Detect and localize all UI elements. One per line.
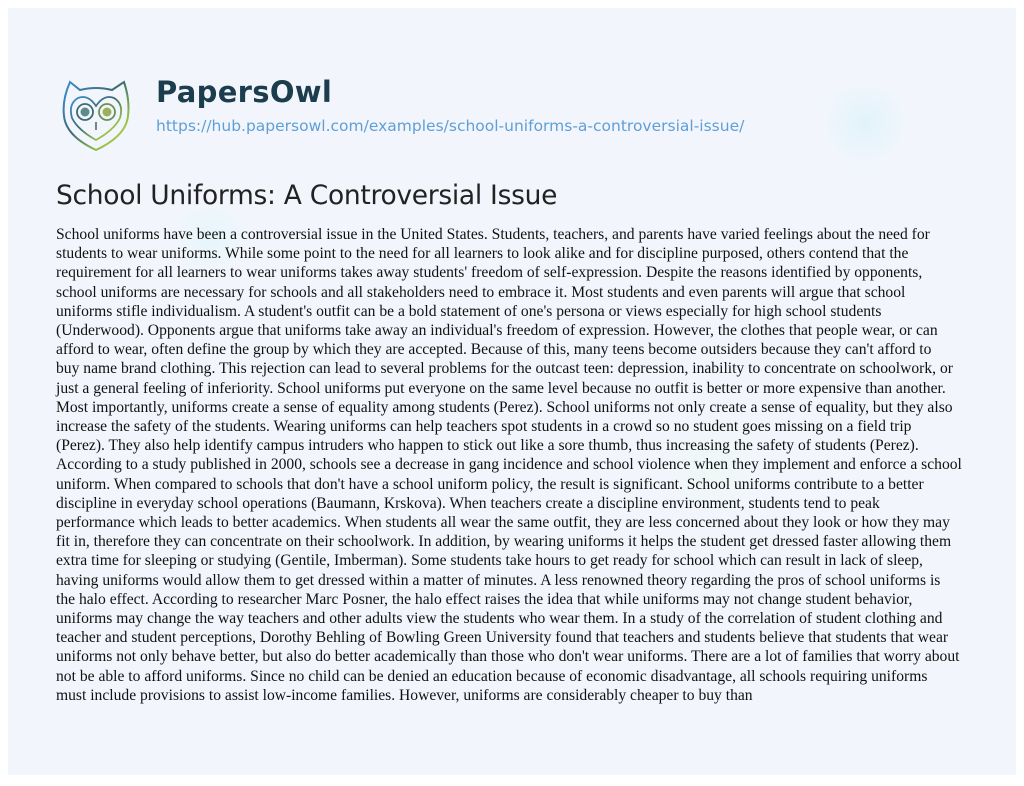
body-line: (Underwood). Opponents argue that uniforms take away an individual's freedom of expression. However, the clothes that people wear, or can <box>56 322 938 340</box>
body-line: students to wear uniforms. While some point to the need for all learners to look alike and for discipline purposed, others contend that the <box>56 245 909 263</box>
body-line: School uniforms have been a controversial issue in the United States. Students, teachers, and parents have varied feelings about the need for <box>56 226 930 243</box>
brand-block <box>156 70 744 136</box>
body-line: teacher and student perceptions, Dorothy Behling of Bowling Green University found that teachers and students believe that students that wear <box>56 629 949 647</box>
body-line: (Perez). They also help identify campus intruders who happen to stick out like a sore thumb, thus increasing the safety of students (Perez). <box>56 437 919 455</box>
body-line: school uniforms are necessary for schools and all stakeholders need to embrace it. Most students and even parents will argue that school <box>56 283 906 301</box>
site-header <box>58 70 744 160</box>
body-line: uniforms stifle individualism. A student's outfit can be a bold statement of one's persona or views especially for high school students <box>56 302 882 320</box>
body-line: increase the safety of the students. Wearing uniforms can help teachers spot students in a crowd so no student goes missing on a field trip <box>56 418 912 436</box>
source-url-link[interactable]: https://hub.papersowl.com/examples/school-uniforms-a-controversial-issue/ <box>156 117 745 135</box>
owl-logo-icon[interactable] <box>58 70 134 154</box>
body-line: uniforms not only behave better, but also do better academically than those who don't wear uniforms. There are a lot of families that worry about <box>56 648 960 666</box>
body-line: extra time for sleeping or studying (Gentile, Imberman). Some students take hours to get ready for school which can result in lack of sleep, <box>56 552 923 570</box>
page-title: School Uniforms: A Controversial Issue <box>56 180 558 211</box>
body-line: afford to wear, often define the group by which they are accepted. Because of this, many teens become outsiders because they can't afford to <box>56 341 932 359</box>
body-line: uniforms may change the way teachers and other adults view the students who wear them. In a study of the correlation of student clothing and <box>56 610 943 628</box>
body-line: buy name brand clothing. This rejection can lead to several problems for the outcast teen: depression, inability to concentrate on schoolwork, or <box>56 360 953 378</box>
body-line: Most importantly, uniforms create a sense of equality among students (Perez). School uniforms not only create a sense of equality, but they also <box>56 398 953 416</box>
body-line: not be able to afford uniforms. Since no child can be denied an education because of economic disadvantage, all schools requiring uniforms <box>56 667 928 685</box>
essay-body <box>56 225 996 705</box>
body-line: the halo effect. According to researcher Marc Posner, the halo effect raises the idea that while uniforms may not change student behavior, <box>56 590 913 608</box>
body-line: must include provisions to assist low-income families. However, uniforms are considerably cheaper to buy than <box>56 686 753 704</box>
body-line: performance which leads to better academics. When students all wear the same outfit, they are less concerned about they look or how they may <box>56 514 950 532</box>
body-line: discipline in everyday school operations (Baumann, Krskova). When teachers create a discipline environment, students tend to peak <box>56 494 880 512</box>
body-line: According to a study published in 2000, schools see a decrease in gang incidence and school violence when they implement and enforce a school <box>56 456 962 474</box>
body-line: having uniforms would allow them to get dressed within a matter of minutes. A less renowned theory regarding the pros of school uniforms is <box>56 571 941 589</box>
brand-name[interactable]: PapersOwl <box>156 75 333 109</box>
body-line: uniform. When compared to schools that don't have a school uniform policy, the result is significant. School uniforms contribute to a better <box>56 475 924 493</box>
body-line: fit in, therefore they can concentrate on their schoolwork. In addition, by wearing uniforms it helps the student get dressed faster allowing them <box>56 533 952 551</box>
body-line: just a general feeling of inferiority. School uniforms put everyone on the same level because no outfit is better or more expensive than another. <box>56 379 946 397</box>
document-card <box>8 8 1016 775</box>
body-line: requirement for all learners to wear uniforms takes away students' freedom of self-expression. Despite the reasons identified by opponents, <box>56 264 923 282</box>
